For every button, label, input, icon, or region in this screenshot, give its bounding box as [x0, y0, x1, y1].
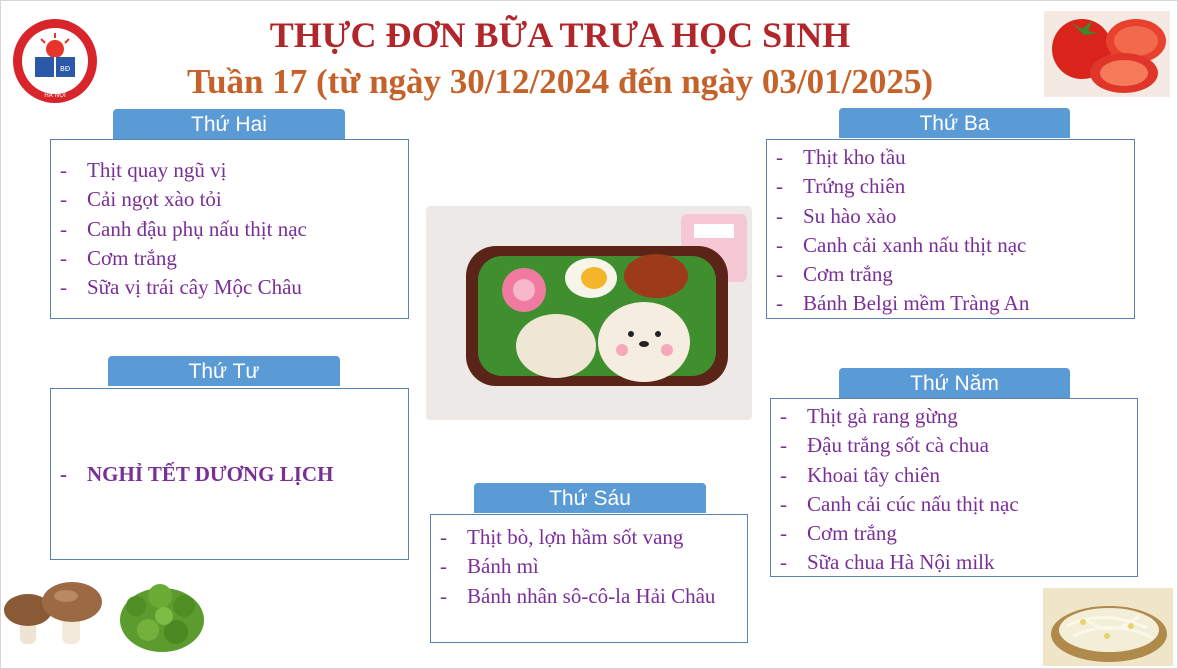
list-item: - Cơm trắng — [771, 519, 1137, 548]
list-item: - Thịt gà rang gừng — [771, 402, 1137, 431]
list-item: - Đậu trắng sốt cà chua — [771, 431, 1137, 460]
tab-thursday: Thứ Năm — [839, 368, 1070, 398]
friday-menu-box — [430, 514, 748, 643]
list-item: - Trứng chiên — [767, 172, 1134, 201]
list-item: - Su hào xào — [767, 202, 1134, 231]
list-item: - Canh cải cúc nấu thịt nạc — [771, 490, 1137, 519]
list-item: - Thịt kho tầu — [767, 143, 1134, 172]
tab-tuesday: Thứ Ba — [839, 108, 1070, 138]
list-item: - Cải ngọt xào tỏi — [51, 185, 408, 214]
list-item: - Bánh mì — [431, 552, 747, 581]
list-item: - Khoai tây chiên — [771, 461, 1137, 490]
mushroom-image — [0, 578, 104, 650]
monday-menu-box — [50, 139, 409, 319]
logo-initials: BĐ — [60, 65, 71, 73]
page-title: THỰC ĐƠN BỮA TRƯA HỌC SINH — [269, 15, 851, 55]
tab-friday: Thứ Sáu — [474, 483, 706, 513]
list-item: - Thịt quay ngũ vị — [51, 156, 408, 185]
bento-lunch-image — [426, 206, 752, 420]
tuesday-menu-box — [766, 139, 1135, 319]
list-item: - Cơm trắng — [51, 244, 408, 273]
tab-monday: Thứ Hai — [113, 109, 345, 139]
list-item: - NGHỈ TẾT DƯƠNG LỊCH — [51, 460, 408, 489]
list-item: - Sữa vị trái cây Mộc Châu — [51, 273, 408, 302]
list-item: - Canh đậu phụ nấu thịt nạc — [51, 215, 408, 244]
list-item: - Bánh Belgi mềm Tràng An — [767, 289, 1134, 318]
list-item: - Sữa chua Hà Nội milk — [771, 548, 1137, 577]
tomato-image — [1044, 11, 1170, 97]
thursday-menu-box — [770, 398, 1138, 577]
tab-wednesday: Thứ Tư — [108, 356, 340, 386]
page-subtitle: Tuần 17 (từ ngày 30/12/2024 đến ngày 03/01/2025) — [186, 62, 934, 101]
logo-location: HÀ NỘI — [44, 92, 66, 99]
list-item: - Canh cải xanh nấu thịt nạc — [767, 231, 1134, 260]
school-logo — [8, 17, 102, 105]
wednesday-menu-box — [50, 388, 409, 560]
bean-sprouts-image — [1043, 588, 1173, 666]
list-item: - Cơm trắng — [767, 260, 1134, 289]
microgreens-image — [114, 576, 210, 658]
list-item: - Bánh nhân sô-cô-la Hải Châu — [431, 582, 747, 611]
list-item: - Thịt bò, lợn hầm sốt vang — [431, 523, 747, 552]
